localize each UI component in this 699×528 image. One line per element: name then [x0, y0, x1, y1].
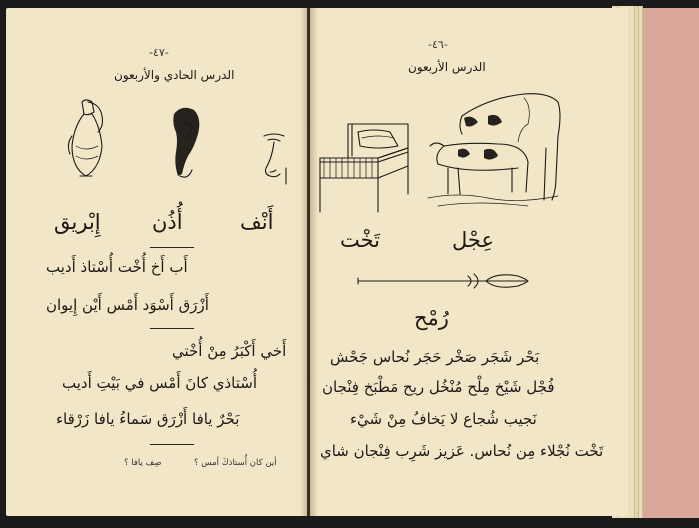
- left-word-line-2: أَزْرَق أَسْوَد أَمْس أَيْن إِيوان: [46, 296, 209, 314]
- left-sentence-2: أُسْتاذي كانَ أَمْس في بَيْتِ أَديب: [62, 374, 257, 392]
- right-page: [310, 8, 628, 516]
- cow-and-calf-icon: [428, 88, 568, 214]
- right-word-line-2: فُجْل شَيْخ مِلْح مُنْخُل ريح مَطْبَخ فِنْجان: [322, 378, 555, 396]
- left-footer-question-1: أين كان أُستاذكَ أمس ؟: [194, 458, 277, 468]
- vocab-word-ear: أُذُن: [152, 210, 183, 234]
- vocab-word-nose: أَنْف: [240, 210, 274, 234]
- spear-word: رُمْح: [414, 306, 449, 330]
- left-page-heading: الدرس الحادي والأربعون: [114, 68, 235, 82]
- left-footer-question-2: صِف يافا ؟: [124, 458, 162, 468]
- book-gutter: [300, 8, 318, 516]
- spear-icon: [356, 268, 532, 294]
- left-sentence-3: بَحْرٌ يافا أَزْرَق سَماءُ يافا زَرْقاء: [56, 410, 240, 428]
- vocab-word-bed: تَخْت: [340, 228, 381, 252]
- divider: [150, 247, 194, 248]
- right-word-line-1: بَحْر شَجَر صَخْر حَجَر نُحاس جَحْش: [330, 348, 540, 366]
- ear-icon: [168, 104, 204, 184]
- divider: [150, 444, 194, 445]
- left-page-number: -٤٧-: [149, 46, 169, 59]
- bed-icon: [318, 116, 414, 214]
- right-page-number: -٤٦-: [428, 38, 448, 51]
- right-sentence-1: نَجيب شُجاع لا يَخافُ مِنْ شَيْء: [350, 410, 537, 428]
- left-sentence-1: أَخي أَكْبَرُ مِنْ أُخْتي: [172, 342, 287, 360]
- right-page-heading: الدرس الأربعون: [408, 60, 486, 74]
- jug-icon: [64, 96, 110, 182]
- right-sentence-2: تَخْت نُجْلاء مِن نُحاس. عَزيز شَرِب فِنْجان شاي: [320, 442, 604, 460]
- divider: [150, 328, 194, 329]
- left-word-line-1: أَب أَخ أُخْت أُسْتاذ أَديب: [46, 258, 188, 276]
- vocab-word-calf: عِجْل: [452, 228, 494, 252]
- nose-icon: [256, 128, 296, 186]
- vocab-word-jug: إِبْريق: [54, 210, 101, 234]
